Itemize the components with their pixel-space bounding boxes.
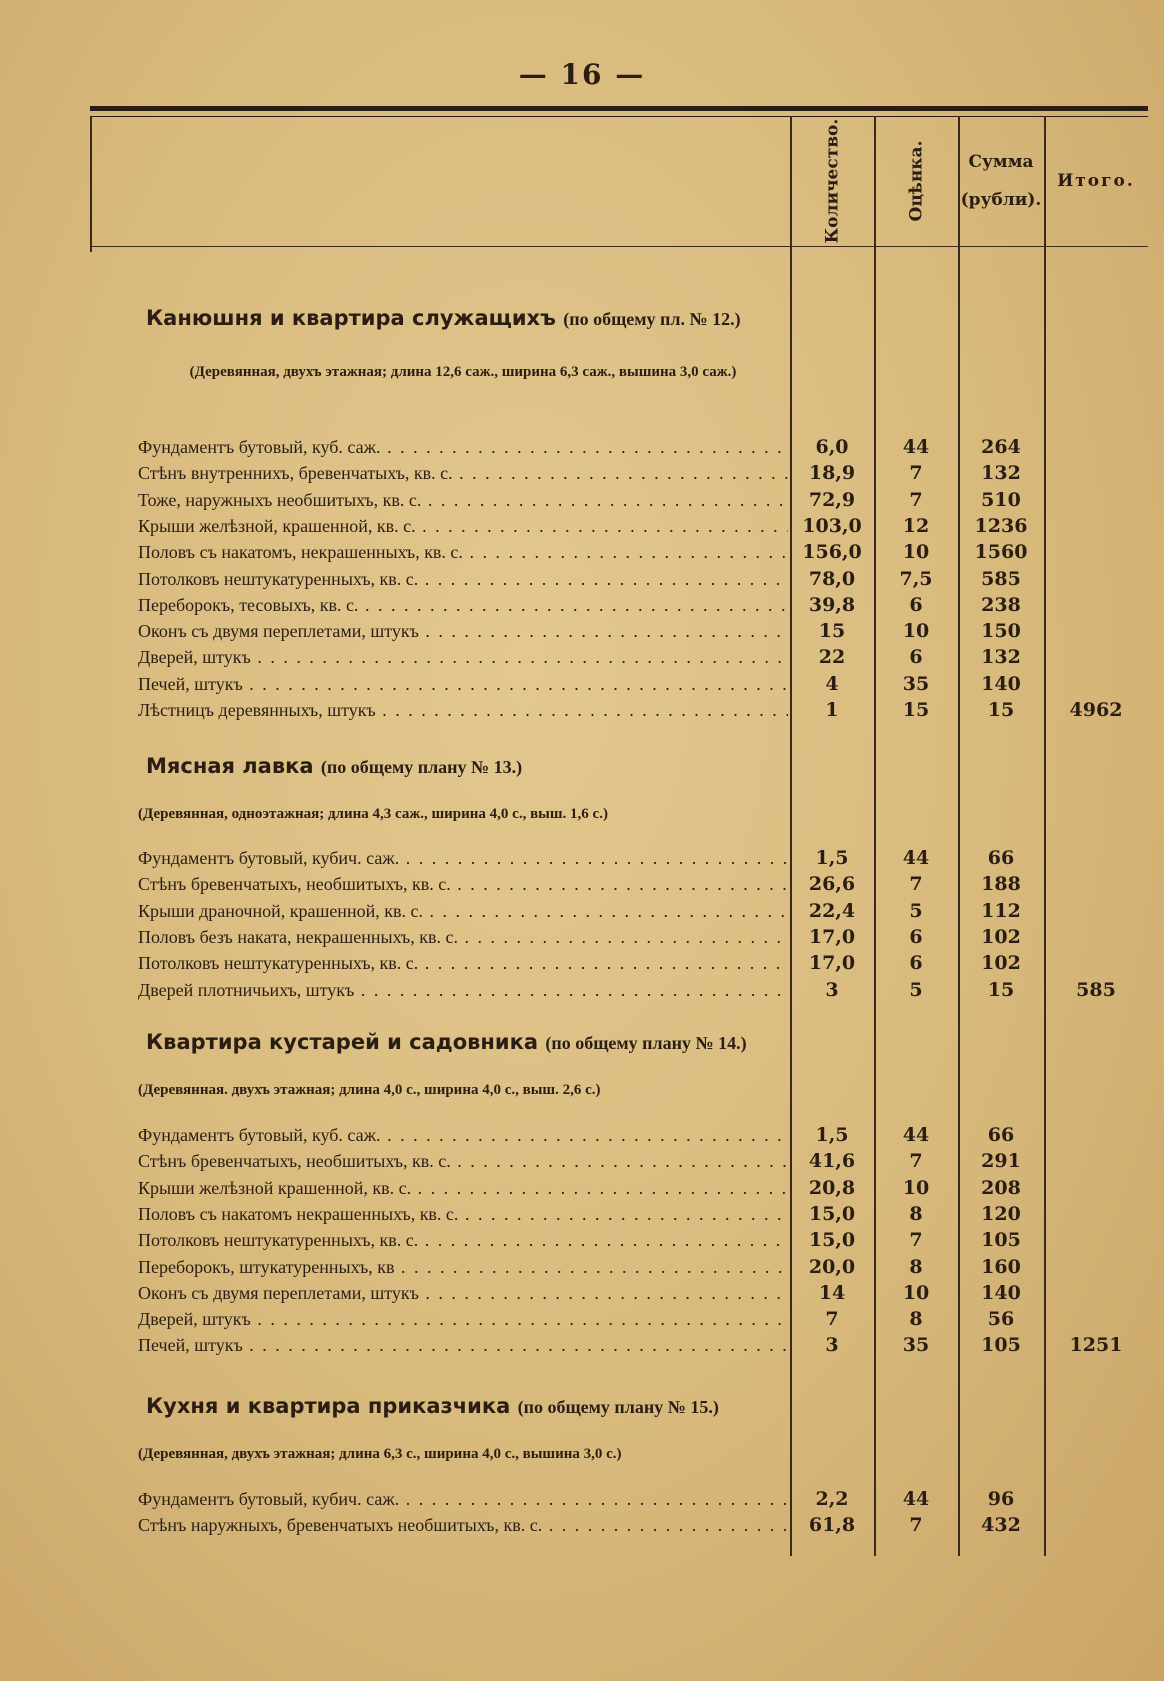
table-top-rule-thin [90,116,1148,117]
item-name: Крыши желѣзной, крашенной, кв. с. . . . [138,513,788,539]
item-quantity: 156,0 [802,541,862,564]
item-rate: 44 [902,847,930,869]
item-sum: 120 [981,1202,1021,1225]
section-description: (Деревянная, одноэтажная; длина 4,3 саж., ширина 4,0 с., выш. 1,6 с.) [138,806,608,822]
item-name: Потолковъ нештукатуренныхъ, кв. с. . . . [138,1227,788,1253]
section-title [146,1394,719,1418]
item-name: Крыши драночной, крашенной, кв. с. . . . [138,898,788,924]
table-row [138,1201,1148,1227]
item-name: Дверей плотничьихъ, штукъ . . . [138,977,788,1003]
item-name: Крыши желѣзной крашенной, кв. с. . . . [138,1175,788,1201]
table-row [138,924,1148,950]
item-sum: 188 [981,873,1021,896]
section-title [146,1030,747,1054]
item-sum: 102 [981,925,1021,948]
item-name: Фундаментъ бутовый, кубич. саж. . . . [138,1486,788,1512]
item-rate: 8 [909,1308,923,1331]
section-plan-reference: (по общему пл. № 12.) [563,309,741,329]
item-sum: 66 [987,1124,1015,1146]
item-rate: 6 [909,593,923,616]
item-total: 585 [1076,978,1116,1001]
table-row [138,644,1148,670]
item-rate: 6 [909,925,923,948]
item-quantity: 4 [825,672,839,695]
item-quantity: 61,8 [808,1514,856,1537]
item-sum: 150 [981,620,1021,643]
item-sum: 15 [987,978,1015,1001]
table-row [138,618,1148,644]
table-left-border [90,116,92,252]
section-title-text: Квартира кустарей и садовника [146,1030,539,1054]
item-sum: 140 [981,1281,1021,1304]
table-row [138,950,1148,976]
item-name: Стѣнъ бревенчатыхъ, необшитыхъ, кв. с. . . . [138,871,788,897]
header-total-label: Итого. [1057,171,1135,191]
item-name: Переборокъ, штукатуренныхъ, кв . . . [138,1254,788,1280]
section-plan-reference: (по общему плану № 14.) [545,1033,747,1053]
item-sum: 56 [987,1308,1015,1331]
item-sum: 132 [981,462,1021,485]
item-sum: 1560 [974,541,1028,564]
table-row [138,845,1148,871]
item-sum: 208 [981,1176,1021,1199]
item-rate: 10 [902,1176,930,1199]
item-sum: 432 [981,1514,1021,1537]
section-description: (Деревянная. двухъ этажная; длина 4,0 с., ширина 4,0 с., выш. 2,6 с.) [138,1082,601,1098]
item-quantity: 1,5 [815,1124,849,1146]
item-name: Дверей, штукъ . . . [138,644,788,670]
item-name: Оконъ съ двумя переплетами, штукъ . . . [138,1280,788,1306]
item-sum: 140 [981,672,1021,695]
item-name: Половъ съ накатомъ некрашенныхъ, кв. с. . . . [138,1201,788,1227]
item-sum: 585 [981,567,1021,590]
item-quantity: 72,9 [808,488,856,511]
item-quantity: 26,6 [808,873,856,896]
table-row [138,513,1148,539]
section-description: (Деревянная, двухъ этажная; длина 6,3 с., ширина 4,0 с., вышина 3,0 с.) [138,1446,622,1462]
item-total: 1251 [1069,1334,1123,1357]
item-sum: 264 [981,436,1021,458]
item-name: Половъ безъ наката, некрашенныхъ, кв. с. . . . [138,924,788,950]
table-row [138,671,1148,697]
item-quantity: 20,0 [808,1255,856,1278]
item-rate: 7 [909,1229,923,1252]
table-row [138,434,1148,460]
table-row [138,1306,1148,1332]
table-row [138,1486,1148,1512]
item-name: Фундаментъ бутовый, кубич. саж. . . . [138,845,788,871]
item-rate: 8 [909,1255,923,1278]
item-quantity: 3 [825,978,839,1001]
item-quantity: 22 [818,646,846,669]
table-top-rule [90,106,1148,111]
item-sum: 1236 [974,514,1028,537]
header-sum-line2: (рубли). [960,190,1042,210]
item-name: Стѣнъ бревенчатыхъ, необшитыхъ, кв. с. . . . [138,1148,788,1174]
item-rate: 10 [902,620,930,643]
item-rate: 10 [902,541,930,564]
item-name: Переборокъ, тесовыхъ, кв. с. . . . [138,592,788,618]
item-rate: 12 [902,514,930,537]
table-row [138,592,1148,618]
item-rate: 5 [909,978,923,1001]
table-row [138,487,1148,513]
item-quantity: 3 [825,1334,839,1357]
item-rate: 7 [909,488,923,511]
item-rate: 15 [902,699,930,721]
item-name: Половъ съ накатомъ, некрашенныхъ, кв. с. . . . [138,539,788,565]
section-description: (Деревянная, двухъ этажная; длина 12,6 саж., ширина 6,3 саж., вышина 3,0 саж.) [189,364,737,380]
header-sum [958,118,1044,244]
table-row [138,1122,1148,1148]
item-rate: 6 [909,646,923,669]
item-name: Лѣстницъ деревянныхъ, штукъ . . . [138,697,788,723]
table-row [138,1227,1148,1253]
item-rate: 35 [902,672,930,695]
item-sum: 160 [981,1255,1021,1278]
section-title [146,754,522,778]
item-name: Стѣнъ внутреннихъ, бревенчатыхъ, кв. с. . . . [138,460,788,486]
item-quantity: 41,6 [808,1150,856,1173]
item-quantity: 20,8 [808,1176,856,1199]
item-quantity: 18,9 [808,462,856,485]
section-title-text: Кухня и квартира приказчика [146,1394,511,1418]
item-rate: 7 [909,873,923,896]
item-quantity: 6,0 [815,436,849,458]
item-quantity: 17,0 [808,925,856,948]
item-quantity: 103,0 [802,514,862,537]
item-name: Оконъ съ двумя переплетами, штукъ . . . [138,618,788,644]
item-name: Потолковъ нештукатуренныхъ, кв. с. . . . [138,566,788,592]
item-quantity: 15,0 [808,1202,856,1225]
item-quantity: 1,5 [815,847,849,869]
table-row [138,871,1148,897]
item-sum: 15 [987,699,1015,721]
page-number: — 16 — [518,58,646,91]
item-quantity: 22,4 [808,899,856,922]
item-rate: 35 [902,1334,930,1357]
table-row [138,1332,1148,1358]
section-title-text: Канюшня и квартира служащихъ [146,306,556,330]
header-quantity-label: Количество. [822,118,842,244]
item-rate: 44 [902,436,930,458]
item-sum: 291 [981,1150,1021,1173]
table-row [138,898,1148,924]
header-quantity [790,118,874,244]
item-rate: 7 [909,462,923,485]
header-total [1044,118,1148,244]
item-sum: 105 [981,1229,1021,1252]
item-rate: 7 [909,1514,923,1537]
item-quantity: 7 [825,1308,839,1331]
header-rate-label: Оцѣнка. [905,140,926,222]
item-total: 4962 [1069,699,1123,721]
table-row [138,1280,1148,1306]
item-sum: 102 [981,952,1021,975]
section-title-text: Мясная лавка [146,754,314,778]
item-quantity: 2,2 [815,1488,849,1510]
item-name: Тоже, наружныхъ необшитыхъ, кв. с. . . . [138,487,788,513]
item-name: Дверей, штукъ . . . [138,1306,788,1332]
header-rate [874,118,958,244]
table-row [138,1148,1148,1174]
item-rate: 44 [902,1488,930,1510]
item-rate: 7 [909,1150,923,1173]
table-row [138,566,1148,592]
table-row [138,539,1148,565]
item-rate: 7,5 [899,567,933,590]
item-name: Печей, штукъ . . . [138,671,788,697]
item-quantity: 1 [825,699,839,721]
item-name: Фундаментъ бутовый, куб. саж. . . . [138,434,788,460]
item-rate: 10 [902,1281,930,1304]
item-sum: 238 [981,593,1021,616]
item-sum: 66 [987,847,1015,869]
item-sum: 112 [981,899,1021,922]
section-plan-reference: (по общему плану № 15.) [517,1397,719,1417]
item-quantity: 15,0 [808,1229,856,1252]
item-rate: 5 [909,899,923,922]
item-quantity: 15 [818,620,846,643]
table-row [138,697,1148,723]
table-row [138,1175,1148,1201]
section-plan-reference: (по общему плану № 13.) [320,757,523,777]
item-quantity: 17,0 [808,952,856,975]
item-rate: 6 [909,952,923,975]
item-name: Фундаментъ бутовый, куб. саж. . . . [138,1122,788,1148]
table-row [138,1254,1148,1280]
section-title [146,306,741,330]
header-sum-line1: Сумма [968,152,1034,172]
item-quantity: 14 [818,1281,846,1304]
item-quantity: 78,0 [808,567,856,590]
item-name: Потолковъ нештукатуренныхъ, кв. с. . . . [138,950,788,976]
table-row [138,977,1148,1003]
item-sum: 105 [981,1334,1021,1357]
item-rate: 8 [909,1202,923,1225]
item-rate: 44 [902,1124,930,1146]
table-row [138,1512,1148,1538]
item-sum: 510 [981,488,1021,511]
item-name: Стѣнъ наружныхъ, бревенчатыхъ необшитыхъ, кв. с. . . . [138,1512,788,1538]
table-header-rule [90,246,1148,247]
item-quantity: 39,8 [808,593,856,616]
table-row [138,460,1148,486]
item-sum: 132 [981,646,1021,669]
item-sum: 96 [987,1488,1015,1510]
item-name: Печей, штукъ . . . [138,1332,788,1358]
